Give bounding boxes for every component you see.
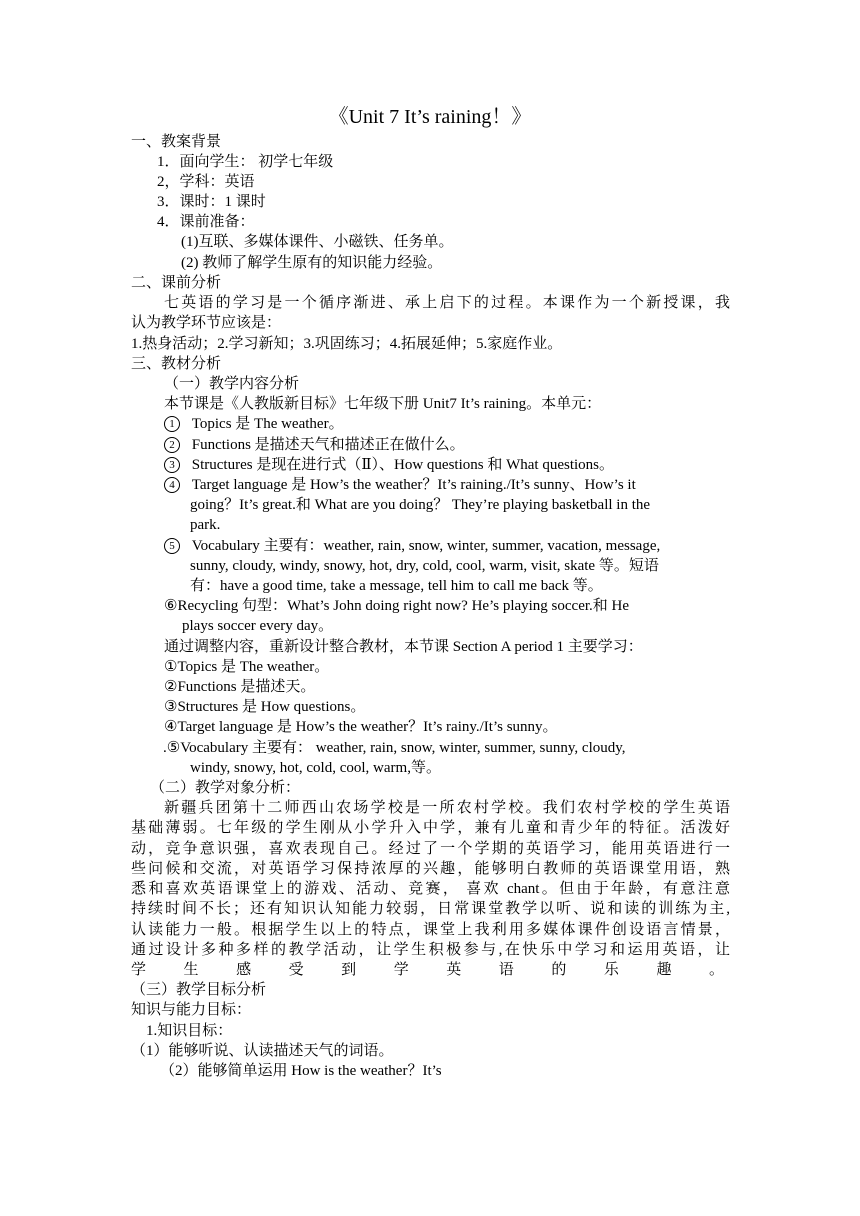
text-line: 3．课时：1 课时 (157, 194, 266, 210)
text-line: 通过调整内容，重新设计整合教材，本节课 Section A period 1 主要学习： (164, 639, 643, 655)
text-line: （2）能够简单运用 How is the weather？It’s (160, 1063, 442, 1079)
list-item: ②Functions 是描述天。 (164, 679, 316, 695)
list-item: ①Topics 是 The weather。 (164, 659, 330, 675)
section-heading: 二、课前分析 (131, 275, 222, 291)
list-number-marker: 4 (164, 477, 180, 493)
text-line: 4．课前准备： (157, 214, 255, 230)
paragraph-line: 悉和喜欢英语课堂上的游戏、活动、竞赛， 喜欢 chant。但由于年龄，有意注意 (131, 881, 730, 897)
list-item: ④Target language 是 How’s the weather？It’s rainy./It’s sunny。 (164, 719, 558, 735)
list-number-marker: 3 (164, 457, 180, 473)
text-line: 本节课是《人教版新目标》七年级下册 Unit7 It’s raining。本单元： (164, 396, 602, 412)
paragraph-line: 通过设计多种多样的教学活动，让学生积极参与,在快乐中学习和运用英语，让 (131, 942, 730, 958)
list-number-marker: 1 (164, 416, 180, 432)
text-line: 1．面向学生： 初学七年级 (157, 154, 334, 170)
list-item: ③Structures 是 How questions。 (164, 699, 366, 715)
section-heading: 三、教材分析 (131, 356, 222, 372)
section-heading: 一、教案背景 (131, 134, 222, 150)
subsection-heading: （二）教学对象分析： (150, 780, 301, 796)
list-item-continuation: sunny, cloudy, windy, snowy, hot, dry, cold, cool, warm, visit, skate 等。短语 (190, 558, 659, 574)
subsection-heading: 知识与能力目标： (131, 1002, 252, 1018)
paragraph-line: 持续时间不长；还有知识认知能力较弱，日常课堂教学以听、说和读的训练为主, (131, 901, 730, 917)
paragraph-line: 认读能力一般。根据学生以上的特点，课堂上我利用多媒体课件创设语言情景， (131, 922, 730, 938)
list-item-continuation: going？It’s great.和 What are you doing？ They’re playing basketball in the (190, 497, 651, 513)
list-item-continuation: 有：have a good time, take a message, tell him to call me back 等。 (190, 578, 603, 594)
text-line: 1.热身活动；2.学习新知；3.巩固练习；4.拓展延伸；5.家庭作业。 (131, 336, 563, 352)
list-item: 2 Functions 是描述天气和描述正在做什么。 (164, 435, 465, 455)
list-item: ⑥Recycling 句型：What’s John doing right now? He’s playing soccer.和 He (164, 598, 630, 614)
list-item-continuation: plays soccer every day。 (182, 618, 334, 634)
list-item-continuation: windy, snowy, hot, cold, cool, warm,等。 (190, 760, 441, 776)
list-item: 1 Topics 是 The weather。 (164, 414, 344, 434)
text-line: 1.知识目标： (146, 1023, 233, 1039)
list-item: 4 Target language 是 How’s the weather？It’s raining./It’s sunny、How’s it (164, 475, 636, 495)
document-title: 《Unit 7 It’s raining！》 (328, 106, 532, 128)
paragraph-line: 基础薄弱。七年级的学生刚从小学升入中学，兼有儿童和青少年的特征。活泼好 (131, 820, 730, 836)
paragraph-line: 动，竞争意识强，喜欢表现自己。经过了一个学期的英语学习，能用英语进行一 (131, 841, 730, 857)
list-item: 5 Vocabulary 主要有：weather, rain, snow, winter, summer, vacation, message, (164, 536, 660, 556)
list-item: 3 Structures 是现在进行式（Ⅱ）、How questions 和 What questions。 (164, 455, 614, 475)
text-line: （1）能够听说、认读描述天气的词语。 (131, 1043, 394, 1059)
paragraph-line: 些问候和交流，对英语学习保持浓厚的兴趣，能够明白教师的英语课堂用语，熟 (131, 861, 730, 877)
text-line: 2，学科：英语 (157, 174, 255, 190)
list-number-marker: 2 (164, 437, 180, 453)
paragraph-line: 新疆兵团第十二师西山农场学校是一所农村学校。我们农村学校的学生英语 (164, 800, 730, 816)
subsection-heading: （一）教学内容分析 (164, 376, 300, 392)
paragraph-line: （三）教学目标分析 (131, 982, 267, 998)
paragraph-line: 认为教学环节应该是： (131, 315, 282, 331)
text-line: (1)互联、多媒体课件、小磁铁、任务单。 (181, 234, 454, 250)
list-item: .⑤Vocabulary 主要有： weather, rain, snow, winter, summer, sunny, cloudy, (163, 740, 626, 756)
paragraph-line: 七英语的学习是一个循序渐进、承上启下的过程。本课作为一个新授课，我 (164, 295, 730, 311)
text-line: (2) 教师了解学生原有的知识能力经验。 (181, 255, 443, 271)
paragraph-line: 学生感受到学英语的乐趣。 (131, 962, 724, 978)
list-number-marker: 5 (164, 538, 180, 554)
list-item-continuation: park. (190, 517, 221, 533)
